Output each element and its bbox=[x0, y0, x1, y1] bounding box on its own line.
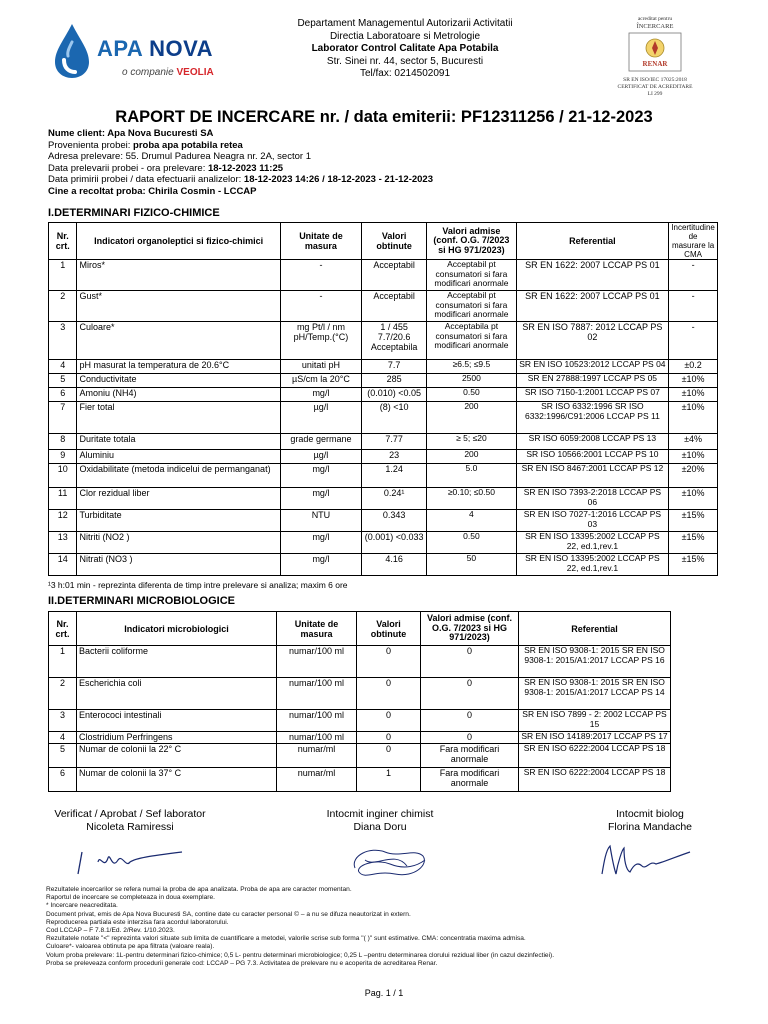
table-row bbox=[49, 744, 671, 768]
row-nr: 7 bbox=[49, 402, 77, 434]
row-uncertainty: ±15% bbox=[669, 554, 718, 576]
row-value: (8) <10 bbox=[362, 402, 427, 434]
origin-label: Provenienta probei: bbox=[48, 139, 134, 151]
row-admitted: ≥0.10; ≤0.50 bbox=[427, 488, 516, 510]
mid-role: Intocmit inginer chimist bbox=[326, 808, 434, 820]
row-value: Acceptabil bbox=[362, 260, 427, 291]
col-value: Valori obtinute bbox=[362, 223, 427, 260]
header-line-5: Tel/fax: 0214502091 bbox=[359, 68, 451, 79]
signature-block-right bbox=[560, 808, 740, 834]
row-indicator: Bacterii coliforme bbox=[77, 646, 277, 678]
disclaimer-line: Rezultatele notate "<" reprezinta valori situate sub limita de cuantificare a metodei, valorile scrise sub forma "( )" sunt estimative. CMA: concentratia maxima admisa. bbox=[46, 935, 526, 943]
row-indicator: Escherichia coli bbox=[77, 678, 277, 710]
disclaimer-line: Reproducerea partiala este interzisa fara acordul laboratorului. bbox=[46, 918, 229, 926]
row-reference: SR EN ISO 8467:2001 LCCAP PS 12 bbox=[516, 464, 669, 488]
row-unit: µg/l bbox=[280, 450, 361, 464]
row-reference: SR EN ISO 7899 - 2: 2002 LCCAP PS 15 bbox=[519, 710, 671, 732]
row-admitted: Acceptabila pt consumatori si fara modificari anormale bbox=[427, 322, 516, 360]
row-nr: 8 bbox=[49, 434, 77, 450]
row-nr: 2 bbox=[49, 678, 77, 710]
row-nr: 4 bbox=[49, 360, 77, 374]
table-row bbox=[49, 532, 718, 554]
row-nr: 12 bbox=[49, 510, 77, 532]
row-admitted: Acceptabil pt consumatori si fara modificari anormale bbox=[427, 291, 516, 322]
disclaimer-line: Document privat, emis de Apa Nova Bucuresti SA, contine date cu caracter personal © – a nu se difuza neautorizat in extern. bbox=[46, 910, 411, 918]
table-row bbox=[49, 554, 718, 576]
row-unit: mg Pt/l / nm pH/Temp.(°C) bbox=[280, 322, 361, 360]
row-unit: unitati pH bbox=[280, 360, 361, 374]
row-unit: grade germane bbox=[280, 434, 361, 450]
row-reference: SR EN ISO 9308-1: 2015 SR EN ISO 9308-1: 2015/A1:2017 LCCAP PS 14 bbox=[519, 678, 671, 710]
right-role: Intocmit biolog bbox=[616, 808, 684, 820]
row-nr: 3 bbox=[49, 710, 77, 732]
report-title: RAPORT DE INCERCARE nr. / data emiterii: PF12311256 / 21-12-2023 bbox=[115, 108, 653, 126]
renar-text: RENAR bbox=[642, 60, 668, 68]
signature-middle-icon bbox=[345, 838, 435, 884]
col-indicator: Indicatori microbiologici bbox=[77, 612, 277, 646]
row-indicator: Numar de colonii la 37° C bbox=[77, 768, 277, 792]
row-unit: mg/l bbox=[280, 532, 361, 554]
row-indicator: Aluminiu bbox=[77, 450, 280, 464]
table-2-header-row bbox=[49, 612, 671, 646]
lab-header bbox=[250, 18, 560, 81]
accreditation-badge bbox=[600, 16, 710, 98]
row-reference: SR EN ISO 13395:2002 LCCAP PS 22, ed.1,rev.1 bbox=[516, 554, 669, 576]
row-value: 0.343 bbox=[362, 510, 427, 532]
row-nr: 14 bbox=[49, 554, 77, 576]
row-value: (0.010) <0.05 bbox=[362, 388, 427, 402]
row-nr: 5 bbox=[49, 744, 77, 768]
table-row bbox=[49, 374, 718, 388]
signature-left-icon bbox=[70, 840, 190, 880]
right-name: Florina Mandache bbox=[607, 821, 693, 833]
row-indicator: Oxidabilitate (metoda indicelui de permanganat) bbox=[77, 464, 280, 488]
row-uncertainty: ±10% bbox=[669, 388, 718, 402]
row-unit: mg/l bbox=[280, 488, 361, 510]
time-footnote: ¹3 h:01 min - reprezinta diferenta de timp intre prelevare si analiza; maxim 6 ore bbox=[48, 580, 348, 590]
row-uncertainty: ±15% bbox=[669, 532, 718, 554]
table-row bbox=[49, 710, 671, 732]
row-admitted: 0.50 bbox=[427, 388, 516, 402]
col-nr: Nr. crt. bbox=[49, 223, 77, 260]
row-uncertainty: ±0.2 bbox=[669, 360, 718, 374]
row-indicator: Duritate totala bbox=[77, 434, 280, 450]
page-number: Pag. 1 / 1 bbox=[364, 988, 404, 998]
row-nr: 2 bbox=[49, 291, 77, 322]
table-row bbox=[49, 388, 718, 402]
sampling-date-label: Data prelevarii probei - ora prelevare: bbox=[48, 162, 208, 174]
row-unit: numar/ml bbox=[277, 768, 357, 792]
row-indicator: Conductivitate bbox=[77, 374, 280, 388]
row-nr: 6 bbox=[49, 388, 77, 402]
row-unit: numar/100 ml bbox=[277, 732, 357, 744]
row-uncertainty: - bbox=[669, 322, 718, 360]
left-role: Verificat / Aprobat / Sef laborator bbox=[54, 808, 206, 820]
table-row bbox=[49, 260, 718, 291]
row-value: 4.16 bbox=[362, 554, 427, 576]
disclaimer-line: Culoare*- valoarea obtinuta pe apa filtrata (valoare reala). bbox=[46, 943, 215, 951]
row-uncertainty: ±10% bbox=[669, 402, 718, 434]
row-unit: numar/100 ml bbox=[277, 646, 357, 678]
row-admitted: 200 bbox=[427, 450, 516, 464]
client-name: Nume client: Apa Nova Bucuresti SA bbox=[48, 128, 214, 139]
table-row bbox=[49, 434, 718, 450]
row-unit: mg/l bbox=[280, 464, 361, 488]
origin-value: proba apa potabila retea bbox=[133, 139, 243, 151]
sample-info bbox=[48, 128, 433, 198]
row-admitted: Acceptabil pt consumatori si fara modificari anormale bbox=[427, 260, 516, 291]
sampling-date-value: 18-12-2023 11:25 bbox=[208, 162, 284, 174]
row-value: 0.24¹ bbox=[362, 488, 427, 510]
apa-nova-logo bbox=[52, 22, 232, 84]
row-reference: SR EN ISO 13395:2002 LCCAP PS 22, ed.1,rev.1 bbox=[516, 532, 669, 554]
row-uncertainty: - bbox=[669, 260, 718, 291]
logo-text-nova: NOVA bbox=[149, 36, 214, 61]
row-admitted: Fara modificari anormale bbox=[421, 744, 519, 768]
row-indicator: Numar de colonii la 22° C bbox=[77, 744, 277, 768]
disclaimer-line: Rezultatele incercarilor se refera numai la proba de apa analizata. Proba de apa are caracter momentan. bbox=[46, 886, 352, 893]
receive-date-value: 18-12-2023 14:26 / 18-12-2023 - 21-12-2023 bbox=[243, 174, 433, 186]
disclaimer-line: Volum proba prelevare: 1L-pentru determinari fizico-chimice; 0,5 L- pentru determinari microbiologice; 0,25 L –pentru determinarea clorului rezidual liber (in cazul dezinfectiei). bbox=[46, 951, 555, 959]
table-row bbox=[49, 402, 718, 434]
row-indicator: Amoniu (NH4) bbox=[77, 388, 280, 402]
row-value: 0 bbox=[357, 732, 421, 744]
row-value: 0 bbox=[357, 744, 421, 768]
row-reference: SR EN 1622: 2007 LCCAP PS 01 bbox=[516, 291, 669, 322]
table-row bbox=[49, 322, 718, 360]
row-indicator: Miros* bbox=[77, 260, 280, 291]
sampling-date bbox=[48, 163, 433, 175]
sample-origin bbox=[48, 140, 433, 152]
section-1-heading: I.DETERMINARI FIZICO-CHIMICE bbox=[48, 207, 220, 219]
row-nr: 13 bbox=[49, 532, 77, 554]
row-nr: 1 bbox=[49, 646, 77, 678]
sampling-address: Adresa prelevare: 55. Drumul Padurea Neagra nr. 2A, sector 1 bbox=[48, 151, 311, 163]
row-indicator: Enterococi intestinali bbox=[77, 710, 277, 732]
microbiological-table bbox=[48, 611, 671, 792]
header-line-2: Directia Laboratoare si Metrologie bbox=[329, 30, 481, 42]
row-uncertainty: ±4% bbox=[669, 434, 718, 450]
row-uncertainty: ±20% bbox=[669, 464, 718, 488]
table-row bbox=[49, 510, 718, 532]
row-admitted: 0.50 bbox=[427, 532, 516, 554]
row-reference: SR EN ISO 14189:2017 LCCAP PS 17 bbox=[519, 732, 671, 744]
disclaimer-line: Cod LCCAP – F 7.8.1/Ed. 2/Rev. 1/10.2023. bbox=[46, 927, 175, 935]
row-nr: 4 bbox=[49, 732, 77, 744]
row-reference: SR ISO 6059:2008 LCCAP PS 13 bbox=[516, 434, 669, 450]
row-value: Acceptabil bbox=[362, 291, 427, 322]
signature-right-icon bbox=[594, 838, 694, 882]
left-name: Nicoleta Ramiressi bbox=[86, 821, 174, 833]
disclaimer-notes bbox=[46, 886, 726, 968]
row-reference: SR EN 27888:1997 LCCAP PS 05 bbox=[516, 374, 669, 388]
row-reference: SR EN ISO 7887: 2012 LCCAP PS 02 bbox=[516, 322, 669, 360]
row-admitted: 0 bbox=[421, 732, 519, 744]
row-indicator: Culoare* bbox=[77, 322, 280, 360]
row-reference: SR EN 1622: 2007 LCCAP PS 01 bbox=[516, 260, 669, 291]
row-unit: µg/l bbox=[280, 402, 361, 434]
sample-collector: Cine a recoltat proba: Chirila Cosmin - LCCAP bbox=[48, 185, 257, 197]
row-unit: mg/l bbox=[280, 554, 361, 576]
disclaimer-line: Proba se preleveaza conform procedurii generale cod: LCCAP – PG 7.3. Activitatea de prelevare nu e acoperita de acreditarea Renar. bbox=[46, 959, 438, 967]
physico-chemical-table bbox=[48, 222, 718, 576]
row-nr: 6 bbox=[49, 768, 77, 792]
row-admitted: 0 bbox=[421, 710, 519, 732]
row-unit: numar/100 ml bbox=[277, 678, 357, 710]
row-nr: 3 bbox=[49, 322, 77, 360]
table-1-header-row bbox=[49, 223, 718, 260]
row-indicator: Fier total bbox=[77, 402, 280, 434]
signature-block-left bbox=[40, 808, 220, 834]
row-indicator: Gust* bbox=[77, 291, 280, 322]
col-admitted: Valori admise (conf. O.G. 7/2023 si HG 971/2023) bbox=[427, 223, 516, 260]
logo-text-apa: APA bbox=[97, 36, 143, 61]
row-value: 7.7 bbox=[362, 360, 427, 374]
row-reference: SR EN ISO 9308-1: 2015 SR EN ISO 9308-1: 2015/A1:2017 LCCAP PS 16 bbox=[519, 646, 671, 678]
row-reference: SR EN ISO 10523:2012 LCCAP PS 04 bbox=[516, 360, 669, 374]
row-admitted: 2500 bbox=[427, 374, 516, 388]
row-admitted: 0 bbox=[421, 678, 519, 710]
row-value: 285 bbox=[362, 374, 427, 388]
header-line-1: Departament Managementul Autorizarii Activitatii bbox=[297, 18, 513, 29]
table-row bbox=[49, 678, 671, 710]
acc-top-2: ÎNCERCARE bbox=[636, 23, 674, 30]
acc-line-2: CERTIFICAT DE ACREDITARE bbox=[617, 84, 693, 90]
mid-name: Diana Doru bbox=[353, 821, 407, 833]
row-indicator: Clostridium Perfringens bbox=[77, 732, 277, 744]
col-reference: Referential bbox=[519, 612, 671, 646]
row-uncertainty: - bbox=[669, 291, 718, 322]
table-row bbox=[49, 450, 718, 464]
acc-line-3: LI 299 bbox=[647, 91, 663, 97]
row-unit: - bbox=[280, 260, 361, 291]
row-uncertainty: ±15% bbox=[669, 510, 718, 532]
col-unit: Unitate de masura bbox=[277, 612, 357, 646]
row-value: 1.24 bbox=[362, 464, 427, 488]
veolia-logo-text: VEOLIA bbox=[176, 67, 214, 78]
row-value: 0 bbox=[357, 710, 421, 732]
col-unit: Unitate de masura bbox=[280, 223, 361, 260]
row-unit: mg/l bbox=[280, 388, 361, 402]
row-uncertainty: ±10% bbox=[669, 488, 718, 510]
row-unit: numar/100 ml bbox=[277, 710, 357, 732]
receive-date bbox=[48, 174, 433, 186]
row-admitted: 50 bbox=[427, 554, 516, 576]
row-value: 23 bbox=[362, 450, 427, 464]
row-admitted: 200 bbox=[427, 402, 516, 434]
row-indicator: Nitrati (NO3 ) bbox=[77, 554, 280, 576]
col-uncertainty: Incertitudine de masurare la CMA bbox=[669, 223, 718, 260]
row-admitted: Fara modificari anormale bbox=[421, 768, 519, 792]
row-reference: SR ISO 10566:2001 LCCAP PS 10 bbox=[516, 450, 669, 464]
row-unit: µS/cm la 20°C bbox=[280, 374, 361, 388]
table-row bbox=[49, 464, 718, 488]
signature-block-middle bbox=[290, 808, 470, 834]
header-line-3: Laborator Control Calitate Apa Potabila bbox=[311, 43, 499, 54]
table-row bbox=[49, 488, 718, 510]
row-reference: SR EN ISO 7027-1:2016 LCCAP PS 03 bbox=[516, 510, 669, 532]
row-indicator: Clor rezidual liber bbox=[77, 488, 280, 510]
row-value: 0 bbox=[357, 678, 421, 710]
acc-top-1: acreditat pentru bbox=[637, 16, 673, 22]
row-unit: NTU bbox=[280, 510, 361, 532]
row-unit: - bbox=[280, 291, 361, 322]
row-nr: 5 bbox=[49, 374, 77, 388]
section-2-heading: II.DETERMINARI MICROBIOLOGICE bbox=[48, 595, 235, 607]
row-value: 1 / 455 7.7/20.6 Acceptabila bbox=[362, 322, 427, 360]
acc-line-1: SR EN ISO/IEC 17025:2018 bbox=[623, 77, 687, 83]
table-row bbox=[49, 732, 671, 744]
table-row bbox=[49, 646, 671, 678]
table-row bbox=[49, 291, 718, 322]
disclaimer-line: Raportul de incercare se completeaza in doua exemplare. bbox=[46, 894, 215, 902]
row-reference: SR EN ISO 7393-2:2018 LCCAP PS 06 bbox=[516, 488, 669, 510]
disclaimer-line: * Incercare neacreditata. bbox=[46, 902, 118, 910]
row-indicator: Nitriti (NO2 ) bbox=[77, 532, 280, 554]
row-uncertainty: ±10% bbox=[669, 450, 718, 464]
row-value: 0 bbox=[357, 646, 421, 678]
row-nr: 10 bbox=[49, 464, 77, 488]
row-nr: 1 bbox=[49, 260, 77, 291]
row-indicator: pH masurat la temperatura de 20.6°C bbox=[77, 360, 280, 374]
row-reference: SR ISO 7150-1:2001 LCCAP PS 07 bbox=[516, 388, 669, 402]
row-admitted: 0 bbox=[421, 646, 519, 678]
row-reference: SR EN ISO 6222:2004 LCCAP PS 18 bbox=[519, 744, 671, 768]
water-drop-icon bbox=[52, 22, 92, 80]
row-nr: 9 bbox=[49, 450, 77, 464]
col-indicator: Indicatori organoleptici si fizico-chimici bbox=[77, 223, 280, 260]
table-row bbox=[49, 360, 718, 374]
row-unit: numar/ml bbox=[277, 744, 357, 768]
col-reference: Referential bbox=[516, 223, 669, 260]
row-admitted: 5.0 bbox=[427, 464, 516, 488]
col-value: Valori obtinute bbox=[357, 612, 421, 646]
row-value: 1 bbox=[357, 768, 421, 792]
row-reference: SR ISO 6332:1996 SR ISO 6332:1996/C91:2006 LCCAP PS 11 bbox=[516, 402, 669, 434]
row-value: 7.77 bbox=[362, 434, 427, 450]
renar-logo-icon bbox=[628, 32, 682, 72]
col-admitted: Valori admise (conf. O.G. 7/2023 si HG 971/2023) bbox=[421, 612, 519, 646]
logo-sub-text: o companie bbox=[122, 67, 174, 78]
row-admitted: ≥ 5; ≤20 bbox=[427, 434, 516, 450]
row-admitted: 4 bbox=[427, 510, 516, 532]
row-admitted: ≥6.5; ≤9.5 bbox=[427, 360, 516, 374]
row-nr: 11 bbox=[49, 488, 77, 510]
table-row bbox=[49, 768, 671, 792]
col-nr: Nr. crt. bbox=[49, 612, 77, 646]
receive-date-label: Data primirii probei / data efectuarii analizelor: bbox=[48, 174, 244, 186]
header-line-4: Str. Sinei nr. 44, sector 5, Bucuresti bbox=[326, 55, 484, 67]
row-indicator: Turbiditate bbox=[77, 510, 280, 532]
row-reference: SR EN ISO 6222:2004 LCCAP PS 18 bbox=[519, 768, 671, 792]
row-value: (0.001) <0.033 bbox=[362, 532, 427, 554]
row-uncertainty: ±10% bbox=[669, 374, 718, 388]
